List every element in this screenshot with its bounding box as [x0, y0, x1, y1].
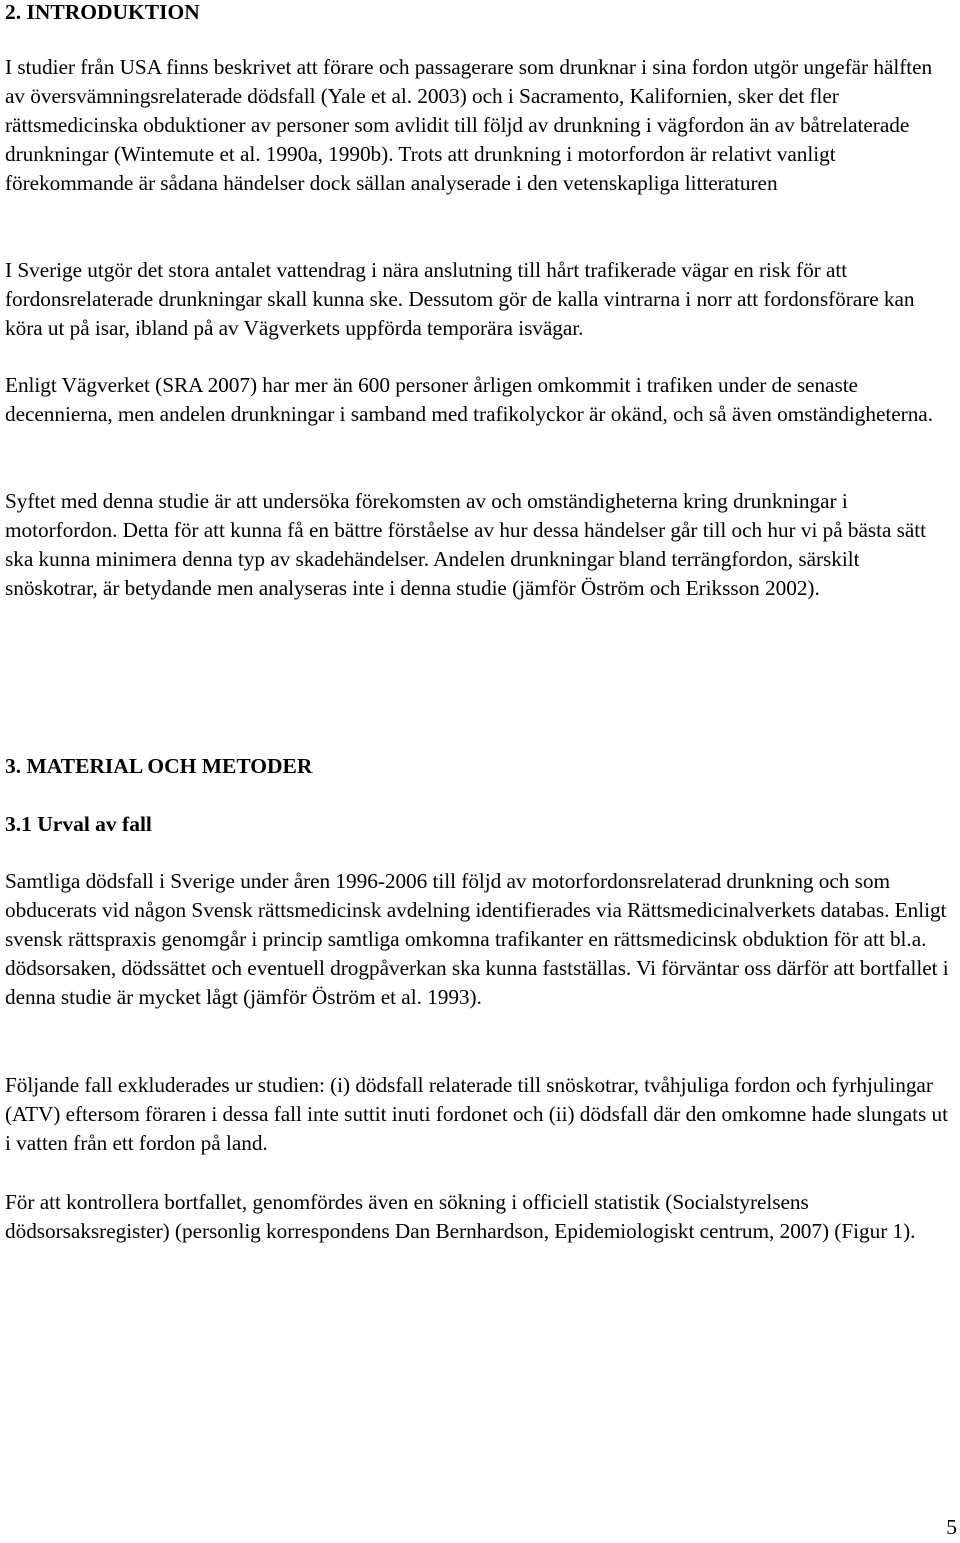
paragraph-intro-sweden-risk: I Sverige utgör det stora antalet vattendrag i nära anslutning till hårt trafikerade vägar en risk för att fordonsrelaterade drunkningar skall kunna ske. Dessutom gör de kalla vintrarna i norr att fordonsförare kan köra ut på isar, ibland på av Vägverkets uppförda temporära isvägar. — [5, 258, 915, 341]
section-heading-introduction: 2. INTRODUKTION — [5, 0, 200, 24]
paragraph-intro-usa-studies: I studier från USA finns beskrivet att förare och passagerare som drunknar i sina fordon utgör ungefär hälften av översvämningsrelaterade dödsfall (Yale et al. 2003) och i Sacramento, Kalifornien, sker det fler rättsmedicinska obduktioner av personer som avlidit till följd av drunkning i vägfordon än av båtrelaterade drunkningar (Wintemute et al. 1990a, 1990b). Trots att drunkning i motorfordon är relativt vanligt förekommande är sådana händelser dock sällan analyserade i den vetenskapliga litteraturen — [5, 55, 933, 196]
paragraph-methods-case-identification: Samtliga dödsfall i Sverige under åren 1996-2006 till följd av motorfordonsrelaterad drunkning och som obducerats vid någon Svensk rättsmedicinsk avdelning identifierades via Rättsmedicinalverkets databas. Enligt svensk rättspraxis genomgår i princip samtliga omkomna trafikanter en rättsmedicinsk obduktion för att bl.a. dödsorsaken, dödssättet och eventuell drogpåverkan ska kunna fastställas. Vi förväntar oss därför att bortfallet i denna studie är mycket lågt (jämför Öström et al. 1993). — [5, 869, 949, 1010]
page-number: 5 — [946, 1515, 957, 1539]
paragraph-intro-study-purpose: Syftet med denna studie är att undersöka förekomsten av och omständigheterna kring drunkningar i motorfordon. Detta för att kunna få en bättre förståelse av hur dessa händelser går till och hur vi på bästa sätt ska kunna minimera denna typ av skadehändelser. Andelen drunkningar bland terrängfordon, särskilt snöskotrar, är betydande men analyseras inte i denna studie (jämför Öström och Eriksson 2002). — [5, 489, 927, 601]
paragraph-methods-exclusions: Följande fall exkluderades ur studien: (i) dödsfall relaterade till snöskotrar, tvåhjuliga fordon och fyrhjulingar (ATV) eftersom föraren i dessa fall inte suttit inuti fordonet och (ii) dödsfall där den omkomne hade slungats ut i vatten från ett fordon på land. — [5, 1073, 948, 1156]
subsection-heading-case-selection: 3.1 Urval av fall — [5, 812, 152, 836]
paragraph-methods-dropout-control: För att kontrollera bortfallet, genomfördes även en sökning i officiell statistik (Socialstyrelsens dödsorsaksregister) (personlig korrespondens Dan Bernhardson, Epidemiologiskt centrum, 2007) (Figur 1). — [5, 1190, 916, 1244]
paragraph-intro-vagverket-statistics: Enligt Vägverket (SRA 2007) har mer än 600 personer årligen omkommit i trafiken under de senaste decennierna, men andelen drunkningar i samband med trafikolyckor är okänd, och så även omständigheterna. — [5, 373, 933, 427]
section-heading-material-methods: 3. MATERIAL OCH METODER — [5, 754, 313, 778]
